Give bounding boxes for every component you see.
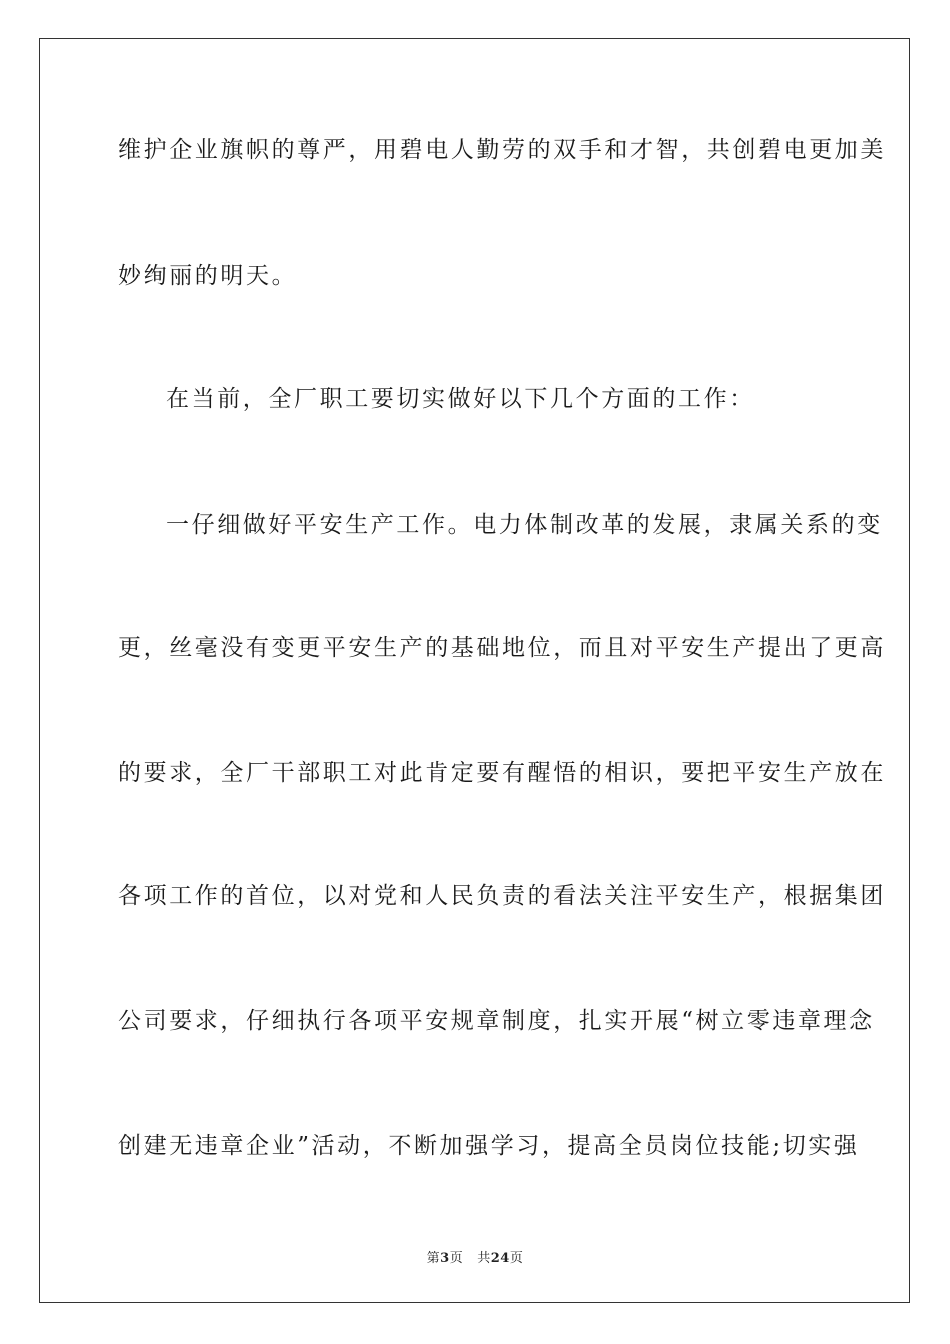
- page-suffix: 页: [449, 1251, 464, 1266]
- total-pages: 24: [490, 1251, 510, 1266]
- body-line-3: 在当前，全厂职工要切实做好以下几个方面的工作：: [166, 386, 755, 412]
- total-suffix: 页: [509, 1251, 524, 1266]
- body-line-8: 公司要求，仔细执行各项平安规章制度，扎实开展“树立零违章理念: [118, 1008, 875, 1034]
- total-prefix: 共: [477, 1251, 491, 1266]
- page-number: 3: [440, 1251, 450, 1266]
- body-line-4: 一仔细做好平安生产工作。电力体制改革的发展，隶属关系的变: [166, 512, 883, 538]
- page-footer: [0, 1247, 950, 1266]
- body-line-9: 创建无违章企业”活动，不断加强学习，提高全员岗位技能;切实强: [118, 1133, 860, 1159]
- body-line-6: 的要求，全厂干部职工对此肯定要有醒悟的相识，要把平安生产放在: [118, 760, 886, 786]
- body-line-1: 维护企业旗帜的尊严，用碧电人勤劳的双手和才智，共创碧电更加美: [118, 137, 886, 163]
- body-line-5: 更，丝毫没有变更平安生产的基础地位，而且对平安生产提出了更高: [118, 635, 886, 661]
- body-line-2: 妙绚丽的明天。: [118, 263, 298, 289]
- page-border: [39, 38, 910, 1303]
- page-prefix: 第: [426, 1251, 441, 1266]
- body-line-7: 各项工作的首位，以对党和人民负责的看法关注平安生产，根据集团: [118, 883, 886, 909]
